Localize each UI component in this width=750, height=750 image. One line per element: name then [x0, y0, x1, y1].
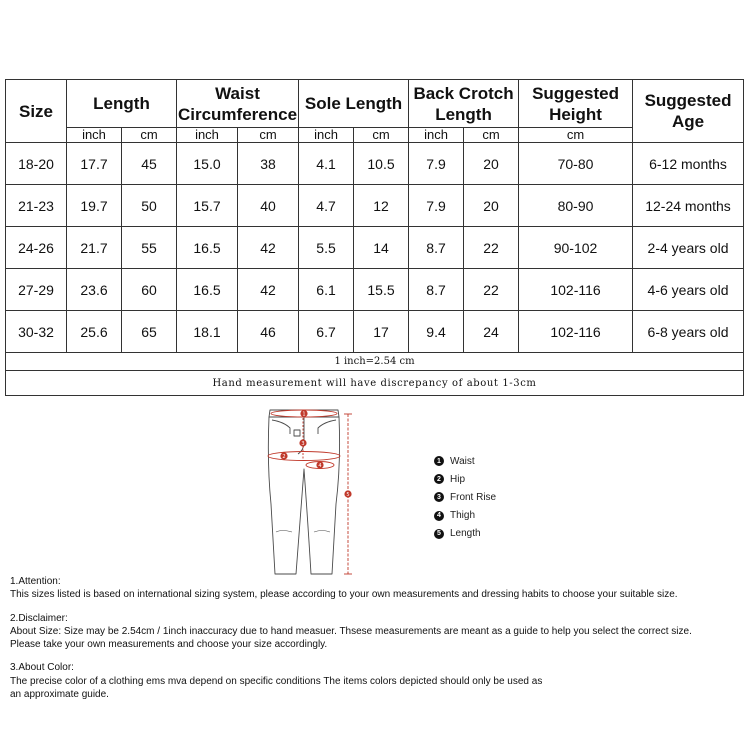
cell-length-inch: 17.7	[67, 143, 122, 185]
legend-item-thigh	[434, 507, 496, 525]
cell-sole-cm: 12	[354, 185, 409, 227]
cell-sole-inch: 4.7	[299, 185, 354, 227]
legend-item-hip	[434, 470, 496, 488]
cell-age: 2-4 years old	[633, 227, 744, 269]
table-row	[6, 269, 744, 311]
table-row	[6, 227, 744, 269]
unit-cm: cm	[354, 128, 409, 143]
cell-length-cm: 45	[122, 143, 177, 185]
cell-size: 21-23	[6, 185, 67, 227]
diagram-marker	[300, 410, 307, 417]
cell-height: 102-116	[519, 269, 633, 311]
legend-item-front-rise	[434, 488, 496, 506]
cell-crotch-cm: 20	[464, 185, 519, 227]
header-age: Suggested Age	[633, 80, 744, 143]
legend-item-waist	[434, 452, 496, 470]
legend-label: Front Rise	[450, 491, 497, 503]
cell-age: 6-12 months	[633, 143, 744, 185]
cell-length-cm: 65	[122, 311, 177, 353]
cell-age: 12-24 months	[633, 185, 744, 227]
cell-size: 30-32	[6, 311, 67, 353]
cell-waist-inch: 18.1	[177, 311, 238, 353]
diagram-marker	[344, 490, 351, 497]
cell-crotch-cm: 24	[464, 311, 519, 353]
cell-sole-inch: 5.5	[299, 227, 354, 269]
size-chart-table	[5, 79, 744, 396]
cell-sole-inch: 6.1	[299, 269, 354, 311]
legend-number: 1	[434, 456, 444, 466]
cell-waist-cm: 42	[238, 227, 299, 269]
cell-length-cm: 60	[122, 269, 177, 311]
cell-size: 24-26	[6, 227, 67, 269]
legend-label: Length	[450, 528, 481, 540]
cell-age: 4-6 years old	[633, 269, 744, 311]
legend-number: 3	[434, 492, 444, 502]
cell-sole-inch: 6.7	[299, 311, 354, 353]
table-row	[6, 311, 744, 353]
cell-length-cm: 55	[122, 227, 177, 269]
diagram-marker	[280, 452, 287, 459]
size-notes	[10, 575, 748, 701]
note-text: Please take your own measurements and choose your size accordingly.	[10, 639, 328, 651]
svg-text:4: 4	[318, 462, 322, 469]
unit-cm: cm	[122, 128, 177, 143]
legend-label: Thigh	[450, 510, 476, 522]
cell-height: 70-80	[519, 143, 633, 185]
cell-sole-cm: 14	[354, 227, 409, 269]
header-waist: Waist Circumference	[177, 80, 299, 128]
unit-inch: inch	[177, 128, 238, 143]
legend-item-length	[434, 525, 496, 543]
unit-inch: inch	[67, 128, 122, 143]
cell-length-inch: 19.7	[67, 185, 122, 227]
cell-size: 27-29	[6, 269, 67, 311]
unit-cm: cm	[519, 128, 633, 143]
cell-height: 80-90	[519, 185, 633, 227]
cell-size: 18-20	[6, 143, 67, 185]
cell-length-inch: 21.7	[67, 227, 122, 269]
table-row	[6, 185, 744, 227]
note-text: an approximate guide.	[10, 689, 109, 701]
conversion-row	[6, 353, 744, 371]
cell-crotch-inch: 8.7	[409, 227, 464, 269]
legend-label: Hip	[450, 473, 466, 485]
discrepancy-note: Hand measurement will have discrepancy of about 1-3cm	[6, 371, 744, 396]
note-title-disclaimer: 2.Disclaimer:	[10, 612, 68, 624]
header-sole-length: Sole Length	[299, 80, 409, 128]
cell-waist-cm: 46	[238, 311, 299, 353]
cell-waist-cm: 38	[238, 143, 299, 185]
unit-cm: cm	[464, 128, 519, 143]
cell-length-cm: 50	[122, 185, 177, 227]
svg-text:2: 2	[282, 453, 286, 460]
cell-waist-inch: 16.5	[177, 269, 238, 311]
cell-crotch-cm: 20	[464, 143, 519, 185]
note-text: The precise color of a clothing ems mva depend on specific conditions The items colors depicted should only be used as	[10, 675, 543, 687]
svg-text:5: 5	[346, 491, 350, 498]
svg-text:3: 3	[301, 440, 305, 447]
cell-height: 102-116	[519, 311, 633, 353]
note-title-color: 3.About Color:	[10, 662, 74, 674]
legend-number: 2	[434, 474, 444, 484]
header-length: Length	[67, 80, 177, 128]
cell-length-inch: 25.6	[67, 311, 122, 353]
header-size: Size	[6, 80, 67, 143]
legend-number: 5	[434, 529, 444, 539]
cell-waist-inch: 16.5	[177, 227, 238, 269]
unit-cm: cm	[238, 128, 299, 143]
cell-waist-cm: 42	[238, 269, 299, 311]
note-text: This sizes listed is based on international sizing system, please according to your own measurements and dressing habits to choose your suitable size.	[10, 589, 678, 601]
table-row	[6, 143, 744, 185]
unit-inch: inch	[299, 128, 354, 143]
legend-label: Waist	[450, 455, 475, 467]
header-back-crotch: Back Crotch Length	[409, 80, 519, 128]
header-height: Suggested Height	[519, 80, 633, 128]
cell-waist-inch: 15.7	[177, 185, 238, 227]
cell-crotch-inch: 7.9	[409, 143, 464, 185]
pants-diagram	[262, 404, 362, 582]
svg-text:1: 1	[302, 411, 306, 418]
cell-crotch-cm: 22	[464, 227, 519, 269]
discrepancy-row	[6, 371, 744, 396]
conversion-note: 1 inch=2.54 cm	[6, 353, 744, 371]
unit-inch: inch	[409, 128, 464, 143]
cell-crotch-inch: 8.7	[409, 269, 464, 311]
cell-sole-cm: 15.5	[354, 269, 409, 311]
cell-crotch-inch: 7.9	[409, 185, 464, 227]
cell-length-inch: 23.6	[67, 269, 122, 311]
cell-age: 6-8 years old	[633, 311, 744, 353]
header-row	[6, 80, 744, 128]
diagram-marker	[316, 461, 323, 468]
note-text: About Size: Size may be 2.54cm / 1inch inaccuracy due to hand measuer. Thsese measurements are meant as a guide to help you select the correct size.	[10, 625, 692, 637]
cell-sole-cm: 10.5	[354, 143, 409, 185]
note-title-attention: 1.Attention:	[10, 576, 61, 587]
diagram-marker	[299, 439, 306, 446]
diagram-legend	[434, 452, 496, 543]
cell-waist-cm: 40	[238, 185, 299, 227]
cell-waist-inch: 15.0	[177, 143, 238, 185]
legend-number: 4	[434, 511, 444, 521]
cell-crotch-inch: 9.4	[409, 311, 464, 353]
cell-crotch-cm: 22	[464, 269, 519, 311]
cell-height: 90-102	[519, 227, 633, 269]
cell-sole-inch: 4.1	[299, 143, 354, 185]
cell-sole-cm: 17	[354, 311, 409, 353]
